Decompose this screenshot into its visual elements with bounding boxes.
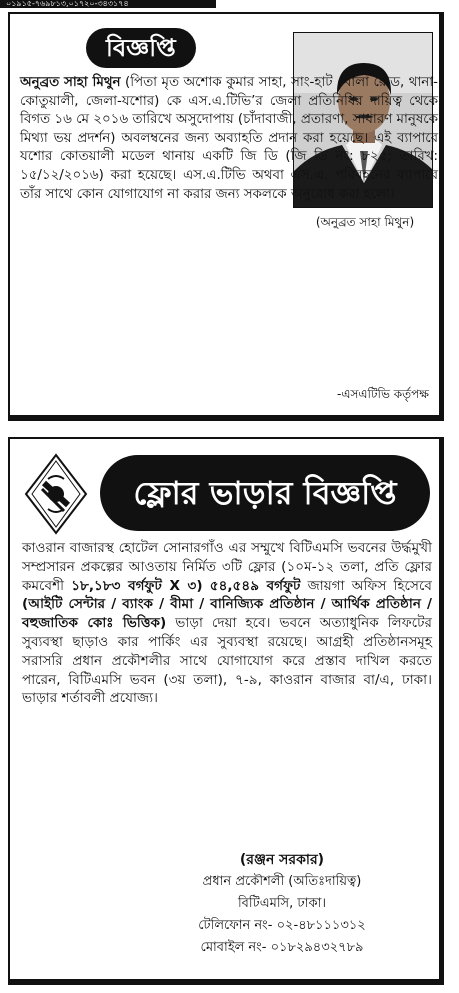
total-area: ৫৪,৫৪৯ বর্গফুট (209, 577, 301, 594)
notice-paragraph: (পিতা মৃত অশোক কুমার সাহা, সাং-হাট খোলা রোড, থানা-কোতুয়ালী, জেলা-যশোর) কে এস.এ.টিভি’র জেলা প্রতিনিধির দায়িত্ব থেকে বিগত ১৬ মে ২০১৬ তারিখে অসুদোপায় (চাঁদাবাজী, প্রতারণা, সাধারণ মানুষকে মিথ্যা ভয় প্রদর্শন) অবলম্বনের জন্য অব্যাহতি প্রদান করা হয়েছে। এই ব্যাপারে যশোর কোতয়ালী মডেল থানায় একটি জি ডি (জি ডি নং: ৮২৫; তারিখ: ১৫/১২/২০১৬) করা হয়েছে। এস.এ.টিভি অথবা এস.এ. পরিবহনের ব্যাপারে তাঁর সাথে কোন যোগাযোগ না করার জন্য সকলকে অনুরোধ করা হলো। (20, 75, 438, 202)
floor-rent-title: ফ্লোর ভাড়ার বিজ্ঞপ্তি (100, 455, 430, 531)
notice-title: বিজ্ঞপ্তি (86, 28, 196, 68)
notice-body (20, 74, 438, 204)
notice-signature: -এসএটিভি কর্তৃপক্ষ (337, 387, 429, 401)
floor-rent-body (22, 539, 432, 708)
body-part-3: ভাড়া দেয়া হবে। ভবনে অত্যাধুনিক লিফটের সুব্যবস্থা ছাড়াও কার পার্কিং এর সুব্যবস্থা রয়েছে। আগ্রহী প্রতিষ্ঠানসমূহ সরাসরি প্রধান প্রকৌশলীর সাথে যোগাযোগ করে প্রস্তাব দাখিল করতে পারেন, বিটিএমসি ভবন (৩য় তলা), ৭-৯, কাওরান বাজার বা/এ, ঢাকা। ভাড়ার শর্তাবলী প্রযোজ্য। (22, 615, 432, 707)
btmc-logo (24, 453, 88, 535)
usage-types: (আইটি সেন্টার / ব্যাংক / বীমা / বানিজ্যিক প্রতিষ্ঠান / আর্থিক প্রতিষ্ঠান / বহুজাতিক কোঃ ভিত্তিক) (22, 596, 432, 632)
mobile-number: মোবাইল নং- ০১৮২৯৪৩২৭৮৯ (200, 940, 364, 955)
notice-ad-2 (8, 437, 444, 985)
signature-block (147, 849, 417, 959)
body-part-2: জায়গা অফিস হিসেবে (307, 577, 432, 594)
telephone-number: টেলিফোন নং- ০২-৪৮১১১৩১২ (198, 918, 366, 933)
notice-ad-1 (8, 12, 444, 421)
body-part-1: কাওরান বাজারস্থ হোটেল সোনারগাঁও এর সম্মুখে বিটিএমসি ভবনের উর্দ্ধমুখী সম্প্রসারন প্রকল্পের আওতায় নির্মিত ৩টি ফ্লোর (১০ম-১২ তলা, প্রতি ফ্লোর কমবেশী (22, 540, 432, 594)
signatory-org: বিটিএমসি, ঢাকা। (237, 896, 327, 911)
top-phone-strip: ০১৯১৫-৭৬৯৮১৩,০১৭২০-৩৪৩১৭৪ (0, 0, 216, 8)
signatory-title: প্রধান প্রকৌশলী (অতিঃদায়িত্ব) (202, 874, 362, 889)
photo-caption: (অনুব্রত সাহা মিথুন) (315, 215, 415, 229)
signatory-name: (রঞ্জন সরকার) (239, 852, 325, 868)
person-name: অনুব্রত সাহা মিথুন (20, 75, 121, 90)
floor-area: ১৮,১৮৩ বর্গফুট X ৩) (71, 577, 203, 594)
